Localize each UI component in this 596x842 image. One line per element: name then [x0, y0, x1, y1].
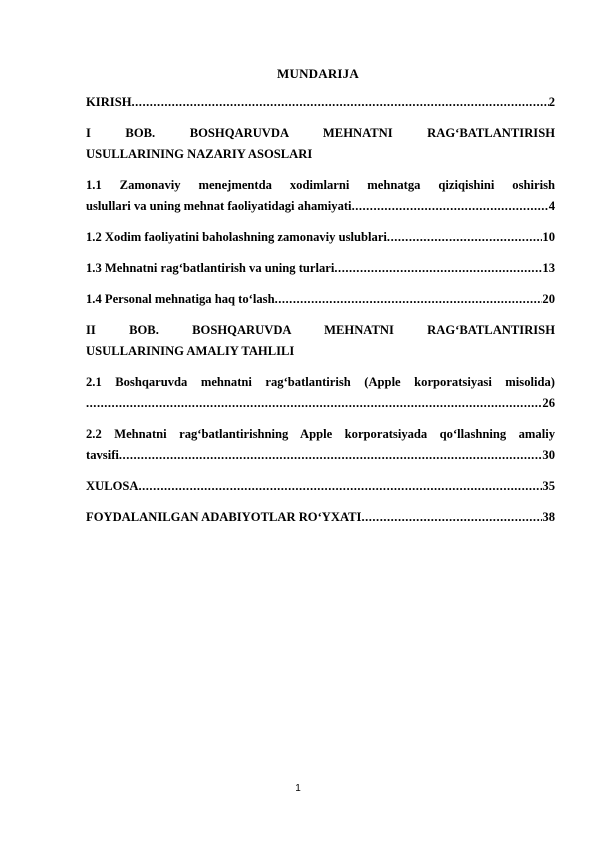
- toc-entry-kirish: [86, 92, 555, 113]
- toc-entry-title: KIRISH: [86, 95, 132, 109]
- dot-leader: [334, 258, 542, 279]
- toc-entry-title: 1.3 Mehnatni rag‘batlantirish va uning turlari: [86, 261, 335, 275]
- dot-leader: [275, 289, 543, 310]
- toc-line: [86, 289, 555, 310]
- toc-entry-references: [86, 507, 555, 528]
- toc-entry-1-3: [86, 258, 555, 279]
- page-title: MUNDARIJA: [277, 66, 359, 81]
- toc-entry-2-1: [86, 372, 555, 414]
- toc-line: [86, 196, 555, 217]
- toc-page-number: 20: [542, 292, 555, 306]
- toc-page-number: 30: [542, 448, 555, 462]
- toc-line: [86, 258, 555, 279]
- toc-entry-1-2: [86, 227, 555, 248]
- toc-line: [86, 393, 555, 414]
- dot-leader: [132, 92, 549, 113]
- toc-entry-title-continued: tavsifi: [86, 448, 119, 462]
- toc-chapter-title: I BOB. BOSHQARUVDA MEHNATNI RAG‘BATLANTIRISH: [86, 126, 555, 140]
- toc-line: [86, 445, 555, 466]
- toc-entry-title: 2.1 Boshqaruvda mehnatni rag‘batlantirish (Apple korporatsiyasi misolida): [86, 375, 555, 389]
- toc-page-number: 38: [542, 510, 555, 524]
- toc-entry-title-continued: uslullari va uning mehnat faoliyatidagi ahamiyati: [86, 199, 352, 213]
- toc-page-number: 10: [542, 230, 555, 244]
- toc-chapter-2: [86, 320, 555, 362]
- toc-line: [86, 507, 555, 528]
- toc-chapter-subtitle: USULLARINING NAZARIY ASOSLARI: [86, 147, 313, 161]
- toc-chapter-subtitle: USULLARINING AMALIY TAHLILI: [86, 344, 295, 358]
- dot-leader: [387, 227, 542, 248]
- page-number: 1: [295, 783, 301, 794]
- dot-leader: [86, 393, 542, 414]
- toc-line: [86, 227, 555, 248]
- toc-entry-title: 1.2 Xodim faoliyatini baholashning zamonaviy uslublari: [86, 230, 387, 244]
- toc-entry-title: 1.1 Zamonaviy menejmentda xodimlarni mehnatga qiziqishini oshirish: [86, 178, 555, 192]
- toc-chapter-1: [86, 123, 555, 165]
- dot-leader: [352, 196, 549, 217]
- toc-line: [86, 476, 555, 497]
- toc-entry-title: 2.2 Mehnatni rag‘batlantirishning Apple korporatsiyada qo‘llashning amaliy: [86, 427, 555, 441]
- toc-page-number: 2: [548, 95, 555, 109]
- table-of-contents: [86, 92, 555, 538]
- toc-chapter-title: II BOB. BOSHQARUVDA MEHNATNI RAG‘BATLANTIRISH: [86, 323, 555, 337]
- dot-leader: [361, 507, 542, 528]
- dot-leader: [138, 476, 542, 497]
- toc-entry-1-1: [86, 175, 555, 217]
- toc-entry-1-4: [86, 289, 555, 310]
- toc-entry-title: XULOSA: [86, 479, 139, 493]
- toc-entry-2-2: [86, 424, 555, 466]
- toc-page-number: 4: [548, 199, 555, 213]
- toc-entry-title: FOYDALANILGAN ADABIYOTLAR RO‘YXATI: [86, 510, 362, 524]
- toc-page-number: 13: [542, 261, 555, 275]
- toc-entry-xulosa: [86, 476, 555, 497]
- toc-entry-title: 1.4 Personal mehnatiga haq to‘lash: [86, 292, 275, 306]
- toc-page-number: 35: [542, 479, 555, 493]
- toc-page-number: 26: [542, 396, 555, 410]
- dot-leader: [119, 445, 543, 466]
- toc-line: [86, 92, 555, 113]
